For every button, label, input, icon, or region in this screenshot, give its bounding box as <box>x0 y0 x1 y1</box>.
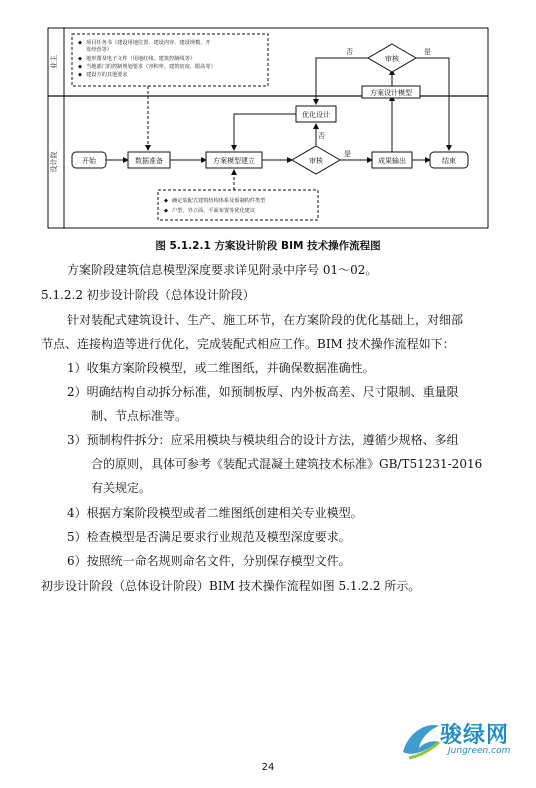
end-label: 结束 <box>442 157 456 165</box>
list-item: 2）明确结构自动拆分标准，如预制板厚、内外板高差、尺寸限制、重量限 <box>67 385 459 399</box>
list-item-cont: 合的原则，具体可参考《装配式混凝土建筑技术标准》GB/T51231-2016 <box>91 457 483 471</box>
note-line: 确定装配式建筑结构体系及预制构件类型 <box>172 198 266 204</box>
start-label: 开始 <box>82 157 96 165</box>
svg-text:◆: ◆ <box>78 40 82 46</box>
watermark-url: Jungreen.com <box>448 746 511 756</box>
list-item: 4）根据方案阶段模型或者二维图纸创建相关专业模型。 <box>67 506 363 520</box>
yes-label: 是 <box>344 150 351 158</box>
list-item-cont: 制、节点标准等。 <box>91 409 188 423</box>
list-item: 5）检查模型是否满足要求行业规范及模型深度要求。 <box>67 530 351 544</box>
lane-owner <box>49 55 58 69</box>
design-model-label: 方案设计模型 <box>370 89 412 97</box>
svg-text:◆: ◆ <box>164 198 168 204</box>
paragraph: 方案阶段建筑信息模型深度要求详见附录中序号 01～02。 <box>67 263 378 277</box>
note-line: 建设方的其他要求 <box>86 72 128 78</box>
flowchart-figure <box>0 0 536 250</box>
list-item: 3）预制构件拆分：应采用模块与模块组合的设计方法，遵循少规格、多组 <box>67 433 459 447</box>
note-line: 户型、外立面、平面布置等优化建议 <box>172 208 256 214</box>
paragraph: 针对装配式建筑设计、生产、施工环节，在方案阶段的优化基础上，对细部 <box>67 313 464 327</box>
review2-label: 审核 <box>385 55 399 63</box>
no-label: 否 <box>318 132 325 140</box>
owner-notes <box>78 38 216 78</box>
lane-design-label: 设计院 <box>50 151 58 173</box>
output-label: 成果输出 <box>378 157 406 165</box>
model-build-label: 方案模型建立 <box>213 157 255 165</box>
svg-text:◆: ◆ <box>78 56 82 62</box>
design-notes-box <box>158 190 318 220</box>
note-line: 发经营等） <box>86 47 112 53</box>
paragraph: 节点、连接构造等进行优化，完成装配式相应工作。BIM 技术操作流程如下： <box>41 337 455 351</box>
svg-text:◆: ◆ <box>78 72 82 78</box>
note-line: 当地部门的控制规划要求（容积率、建筑密度、限高等） <box>86 64 216 70</box>
section-heading: 5.1.2.2 初步设计阶段（总体设计阶段） <box>41 288 255 302</box>
svg-text:◆: ◆ <box>78 64 82 70</box>
svg-text:◆: ◆ <box>164 208 168 214</box>
lane-design-institute <box>49 152 58 173</box>
data-prep-label: 数据准备 <box>135 157 163 165</box>
list-item: 1）收集方案阶段模型，或二维图纸，并确保数据准确性。 <box>67 361 375 375</box>
lane-owner-label: 业主 <box>50 55 58 69</box>
page-number: 24 <box>261 762 275 773</box>
list-item: 6）按照统一命名规则命名文件，分别保存模型文件。 <box>67 554 351 568</box>
optimize-label: 优化设计 <box>302 111 330 119</box>
review1-label: 审核 <box>309 157 323 165</box>
figure-caption: 图 5.1.2.1 方案设计阶段 BIM 技术操作流程图 <box>155 240 381 252</box>
list-item-cont: 有关规定。 <box>91 481 152 495</box>
no2-label: 否 <box>346 48 353 56</box>
watermark-name: 骏绿网 <box>440 723 510 748</box>
yes2-label: 是 <box>424 48 431 56</box>
design-notes <box>164 196 265 214</box>
note-line: 项目任务书（建设用地位置、建设内容、建设规模、开 <box>86 40 211 46</box>
note-line: 地形图及电子文件（用地红线、建筑控制线等） <box>86 56 195 62</box>
paragraph: 初步设计阶段（总体设计阶段）BIM 技术操作流程如图 5.1.2.2 所示。 <box>41 579 421 593</box>
